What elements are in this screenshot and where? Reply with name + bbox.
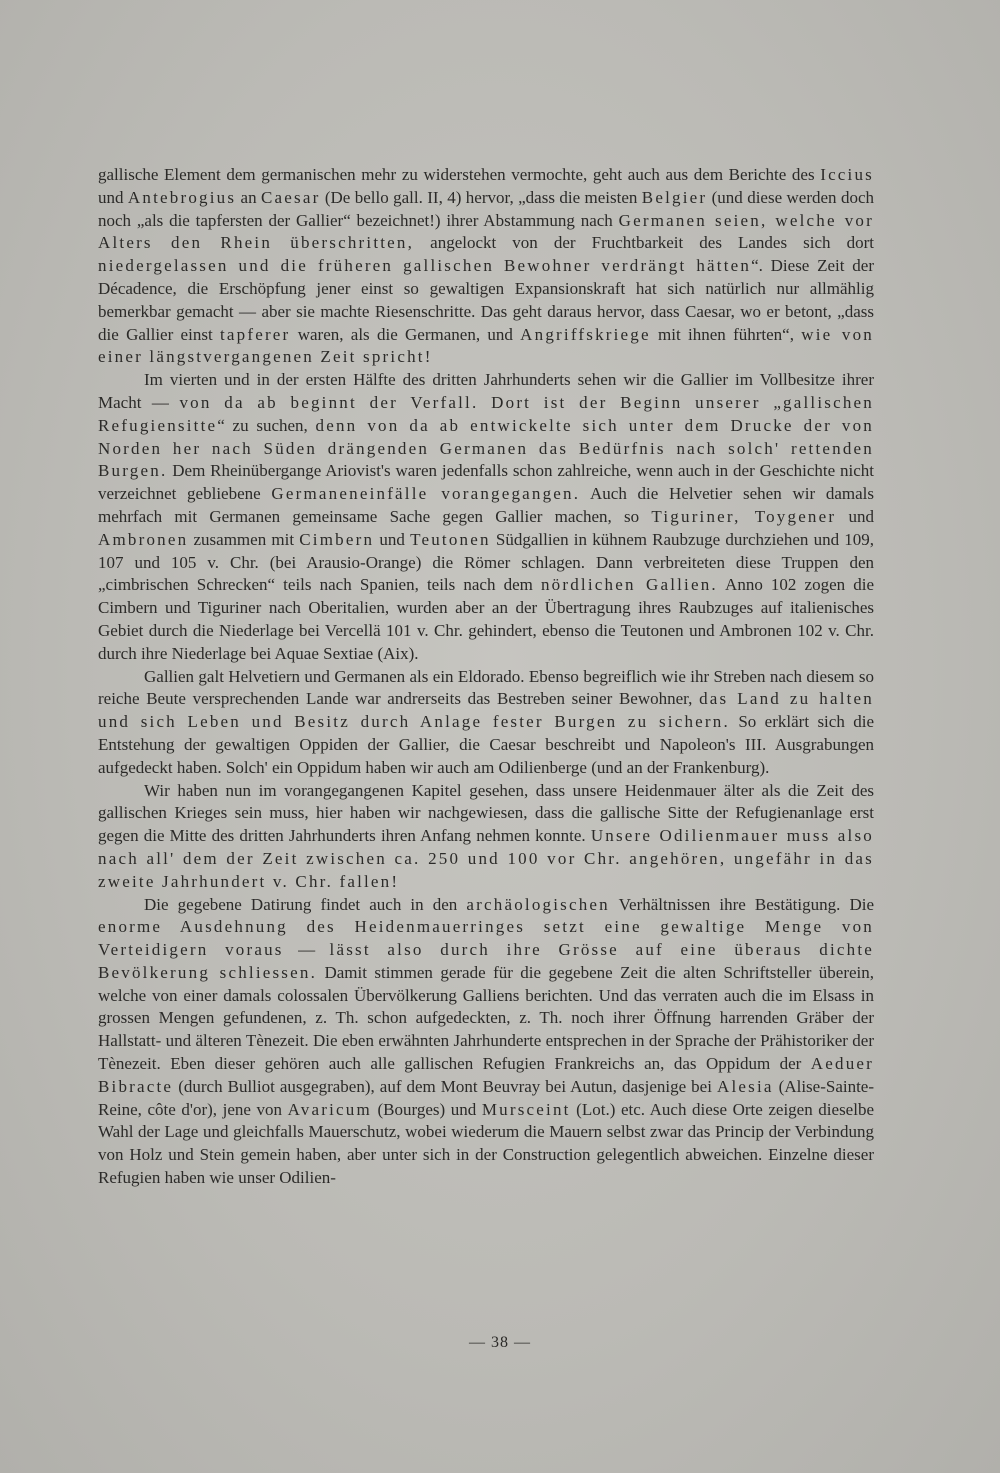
text-run: (und diese werden doch noch „als die tapfersten der Gallier“ bezeichnet!) ihrer Abstammung nach: [98, 187, 874, 230]
text-run: angelockt von der Fruchtbarkeit des Landes sich dort: [414, 233, 874, 253]
spaced-text: das Land zu halten und sich Leben und Besitz durch Anlage fester Burgen zu sichern.: [98, 689, 874, 732]
spaced-text: Ambronen: [98, 529, 189, 549]
text-run: zusammen mit: [188, 529, 300, 549]
text-run: Wir haben nun im vorangegangenen Kapitel gesehen, dass unsere Heidenmauer älter als die Zeit des gallischen Krieges sein muss, hier haben wir nachgewiesen, dass die gallische Sitte der Refugienanlage erst gegen die Mitte des dritten Jahrhunderts ihren Anfang nehmen konnte.: [98, 780, 874, 846]
text-run: —: [283, 940, 330, 960]
spaced-text: Mursceint: [481, 1099, 571, 1119]
text-run: an: [236, 187, 261, 207]
spaced-text: Germanen seien, welche vor Alters den Rhein überschritten,: [98, 210, 874, 253]
paragraph-4: [98, 780, 874, 894]
text-run: und: [836, 506, 874, 526]
spaced-text: wie von einer längstvergangenen Zeit spricht!: [98, 324, 875, 367]
text-run: und: [374, 529, 411, 549]
text-run: (De bello gall. II, 4) hervor, „dass die meisten: [320, 187, 642, 207]
spaced-text: niedergelassen und die früheren gallischen Bewohner verdrängt hätten: [98, 256, 752, 276]
text-run: mit ihnen führten“,: [650, 324, 802, 344]
spaced-text: von da ab beginnt der Verfall. Dort ist der Beginn unserer „gallischen Refugiensitte: [98, 392, 874, 435]
text-run: und: [98, 187, 128, 207]
text-run: (Alise-Sainte-Reine, côte d'or), jene von: [98, 1076, 875, 1119]
text-run: Auch die Helvetier sehen wir damals mehrfach mit Germanen gemeinsame Sache gegen Gallier machen, so: [98, 484, 875, 526]
text-run: “. Diese Zeit der Décadence, die Erschöpfung jener einst so gewaltigen Expansionskraft hat sich natürlich nur allmählig bemerkbar gemacht — aber sie machte Riesenschritte. Das geht daraus hervor, dass Caesar, wo er betont, „dass die Gallier einst: [98, 256, 874, 344]
spaced-text: enorme Ausdehnung des Heidenmauerringes setzt eine gewaltige Menge von Verteidigern voraus: [98, 917, 874, 960]
text-run: So erklärt sich die Entstehung der gewaltigen Oppiden der Gallier, die Caesar beschreibt und Napoleon's III. Ausgrabungen aufgedeckt haben. Solch' ein Oppidum haben wir auch am Odilienberge (und an der Frankenburg).: [98, 712, 875, 777]
paragraph-2: [98, 369, 874, 665]
spaced-text: tapferer: [219, 324, 291, 344]
paragraph-5: [98, 894, 874, 1190]
spaced-text: Germaneneinfälle vorangegangen.: [271, 484, 581, 504]
text-run: Verhältnissen ihre Bestätigung. Die: [609, 894, 874, 914]
text-run: Dem Rheinübergange Ariovist's waren jedenfalls schon zahlreiche, wenn auch in der Geschichte nicht verzeichnet gebliebene: [98, 461, 874, 504]
text-run: waren, als die Germanen, und: [290, 324, 521, 344]
spaced-text: Teutonen: [410, 529, 491, 549]
text-run: “ zu suchen,: [217, 415, 316, 435]
spaced-text: Tiguriner, Toygener: [651, 506, 837, 526]
body-text: [98, 164, 874, 1190]
text-run: (Lot.) etc. Auch diese Orte zeigen dieselbe Wahl der Lage und gleichfalls Mauerschutz, wobei wiederum die Mauern selbst zwar das Princip der Verbindung von Holz und Stein gemein haben, aber unter sich in der Construction gelegentlich abweichen. Einzelne dieser Refugien haben wie unser Odilien-: [98, 1099, 874, 1188]
text-run: Gallien galt Helvetiern und Germanen als ein Eldorado. Ebenso begreiflich wie ihr Streben nach diesem so reiche Beute versprechenden Lande war andrerseits das Bestreben seiner Bewohner,: [98, 666, 874, 709]
paragraph-1: [98, 164, 874, 369]
spaced-text: Aeduer Bibracte: [98, 1054, 874, 1096]
text-run: (durch Bulliot ausgegraben), auf dem Mont Beuvray bei Autun, dasjenige bei: [173, 1076, 717, 1096]
spaced-text: archäologischen: [466, 894, 610, 914]
spaced-text: denn von da ab entwickelte sich unter dem Drucke der von Norden her nach Süden drängenden Germanen das Bedürfnis nach solch' rettenden Burgen.: [98, 415, 874, 481]
text-run: Damit stimmen gerade für die gegebene Zeit die alten Schriftsteller überein, welche von einer damals colossalen Übervölkerung Galliens berichten. Und das verraten auch die im Elsass in grossen Mengen gefundenen, z. Th. schon aufgedeckten, z. Th. noch ihrer Öffnung harrenden Gräber der Hallstatt- und älteren Tènezeit. Die eben erwähnten Jahrhunderte entsprechen in der Sprache der Prähistoriker der Tènezeit. Eben dieser gehören auch alle gallischen Refugien Frankreichs an, das Oppidum der: [98, 962, 875, 1074]
spaced-text: Cimbern: [299, 529, 375, 549]
spaced-text: Alesia: [716, 1076, 774, 1096]
text-run: Die gegebene Datirung findet auch in den: [144, 894, 467, 914]
text-run: gallische Element dem germanischen mehr zu widerstehen vermochte, geht auch aus dem Berichte des: [98, 165, 821, 184]
spaced-text: Unsere Odilienmauer muss also nach all' dem der Zeit zwischen ca. 250 und 100 vor Chr. angehören, ungefähr in das zweite Jahrhundert v. Chr. fallen!: [98, 826, 874, 891]
spaced-text: Belgier: [641, 187, 708, 207]
text-run: Südgallien in kühnem Raubzuge durchziehen und 109, 107 und 105 v. Chr. (bei Arausio-Orange) die Römer schlagen. Dann verbreiteten diese Truppen den „cimbrischen Schrecken“ teils nach Spanien, teils nach dem: [98, 529, 875, 595]
spaced-text: Antebrogius: [127, 187, 237, 207]
text-run: Anno 102 zogen die Cimbern und Tiguriner nach Oberitalien, wurden aber an der Übertragung ihres Raubzuges auf italienisches Gebiet durch die Niederlage bei Vercellä 101 v. Chr. gehindert, ebenso die Teutonen und Ambronen 102 v. Chr. durch ihre Niederlage bei Aquae Sextiae (Aix).: [98, 575, 875, 663]
spaced-text: lässt also durch ihre Grösse auf eine überaus dichte Bevölkerung schliessen.: [98, 940, 874, 982]
text-run: Im vierten und in der ersten Hälfte des dritten Jahrhunderts sehen wir die Gallier im Vollbesitze ihrer Macht —: [98, 370, 874, 412]
spaced-text: Iccius: [820, 165, 874, 184]
spaced-text: Avaricum: [287, 1099, 372, 1119]
page-number: — 38 —: [469, 1334, 531, 1351]
text-run: (Bourges) und: [371, 1099, 482, 1119]
paragraph-3: [98, 666, 874, 780]
spaced-text: nördlichen Gallien.: [540, 575, 718, 595]
spaced-text: Angriffskriege: [520, 324, 651, 344]
spaced-text: Caesar: [261, 187, 321, 207]
